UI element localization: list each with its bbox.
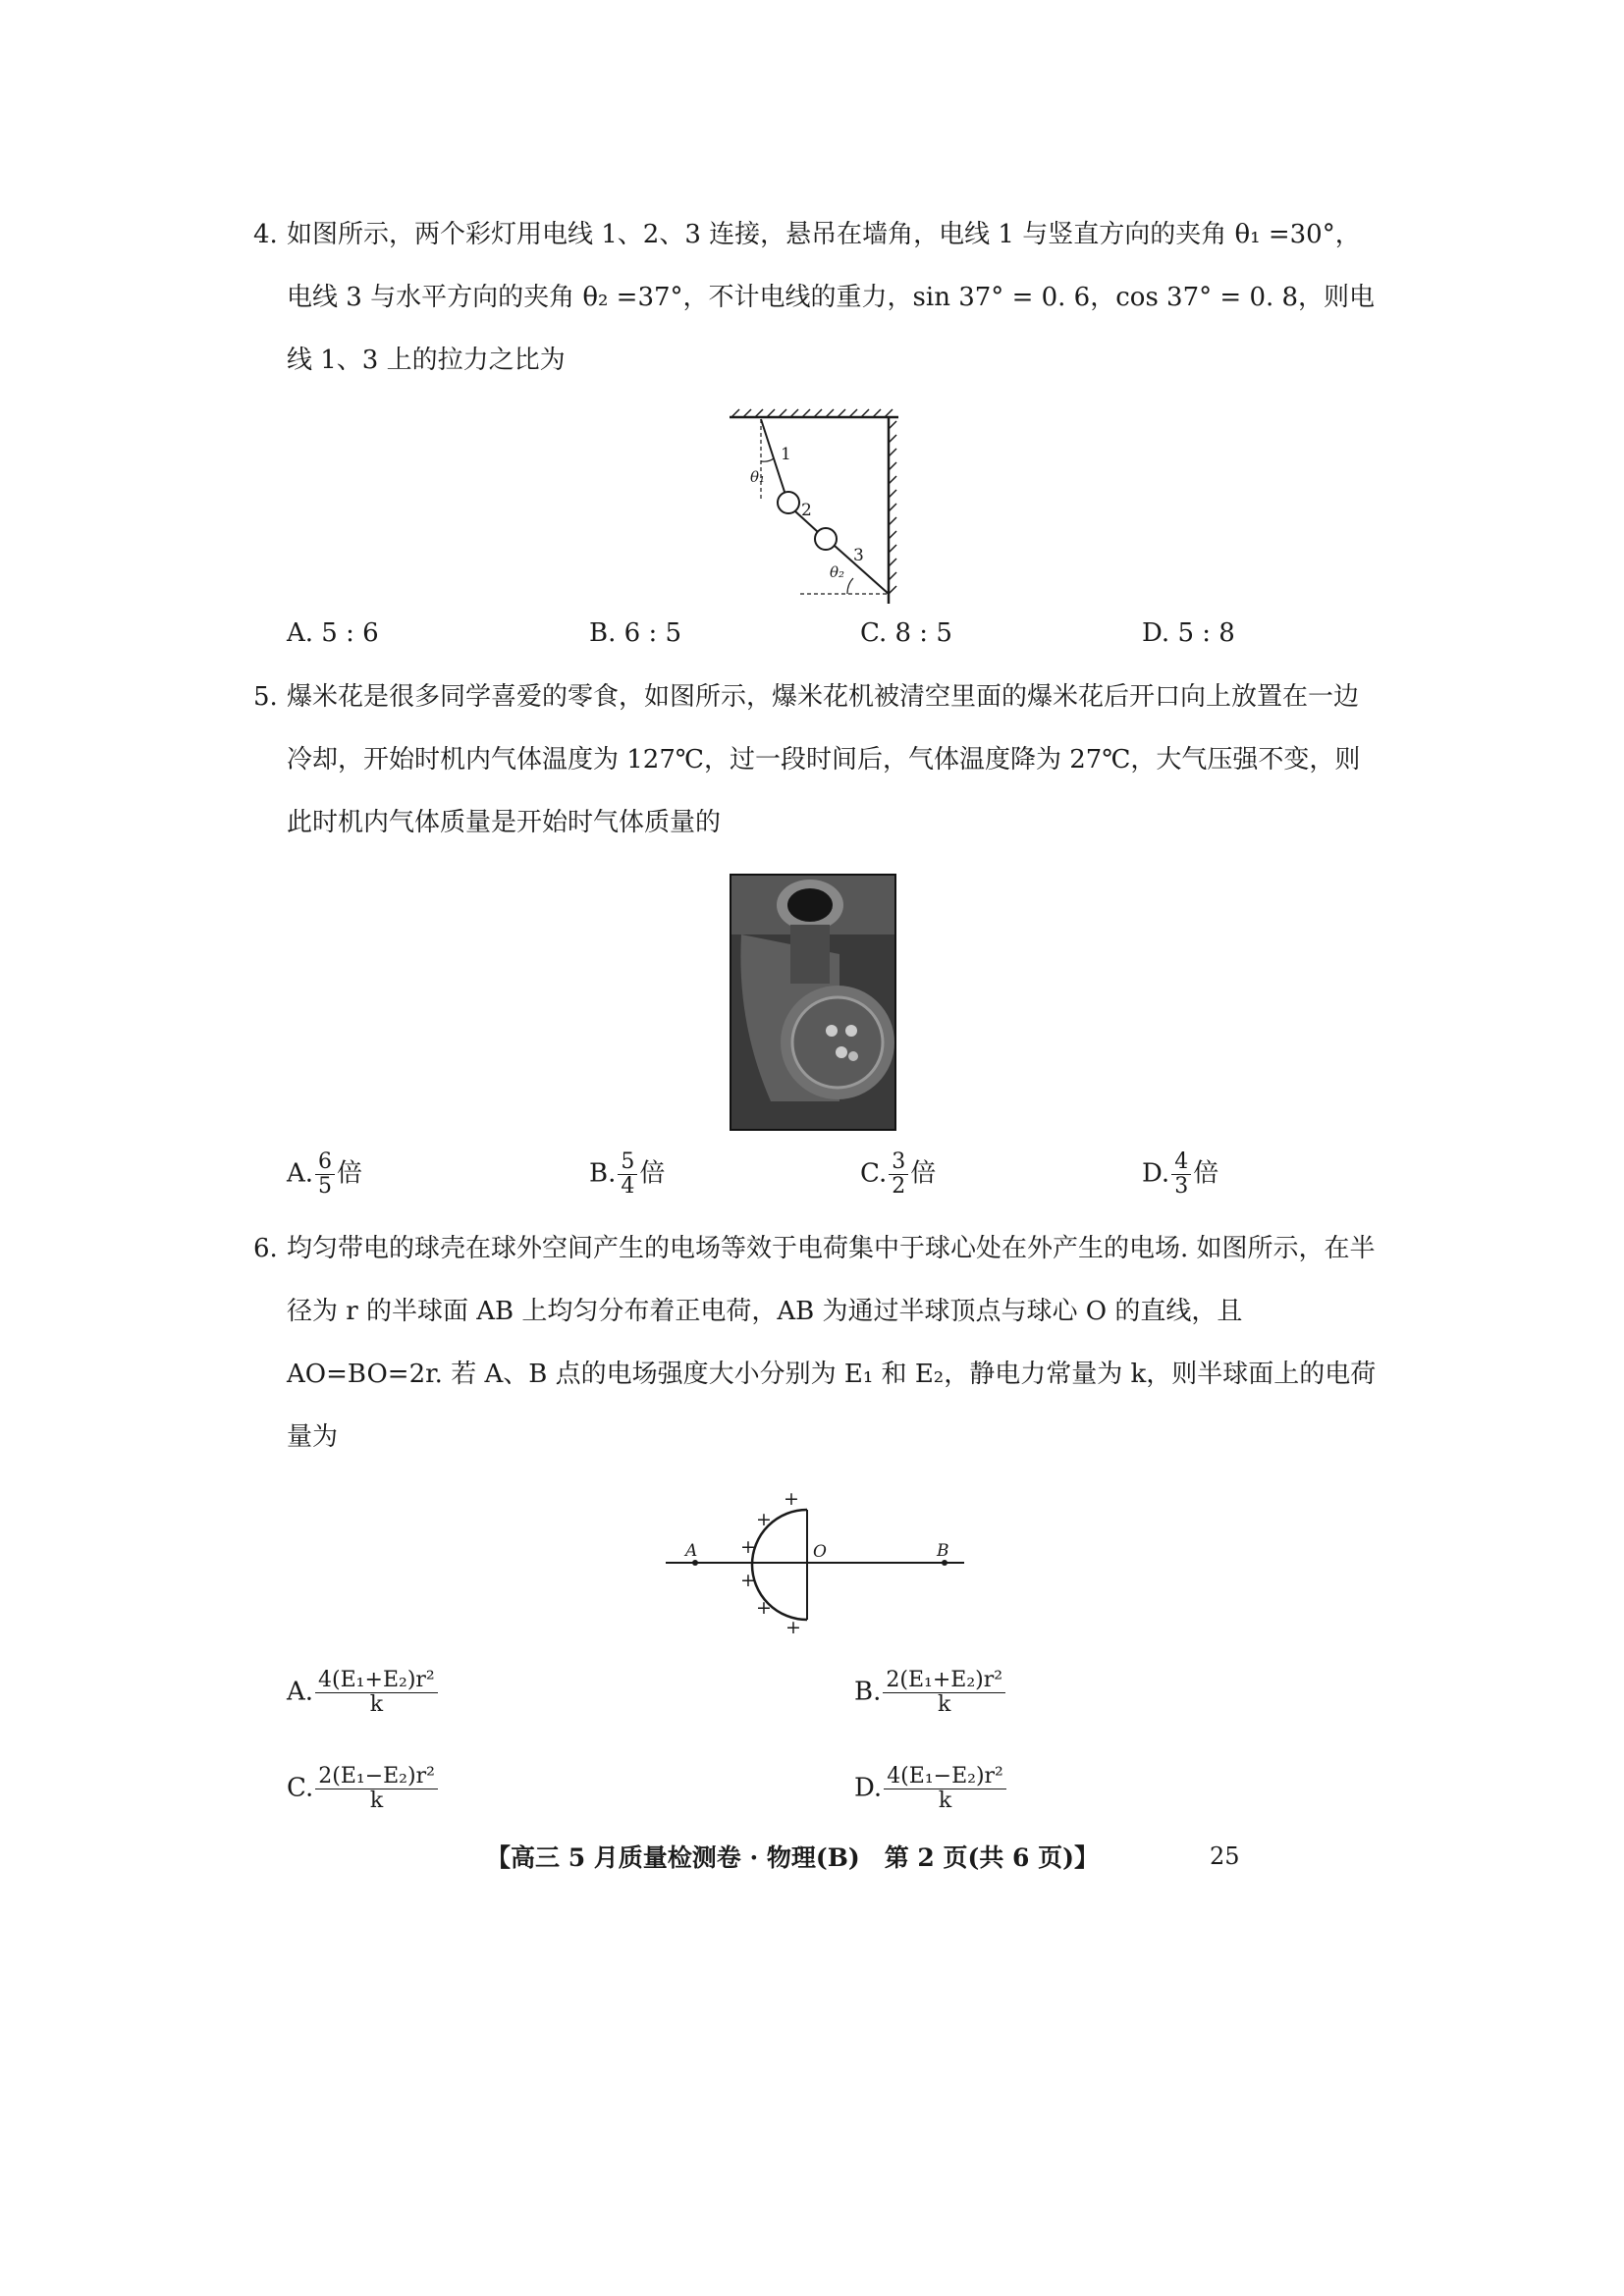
option-a: A. $\frac{6}{5}$ 倍 [287, 1149, 363, 1199]
option-c: C. 8 : 5 [860, 618, 952, 648]
option-d: D. 5 : 8 [1142, 618, 1235, 648]
option-b: B. $\frac{5}{4}$ 倍 [589, 1149, 666, 1199]
question-4 [253, 203, 1382, 392]
option-d: D. $\frac{\text{4(E₁−E₂)r²}}{k}$ [854, 1765, 1008, 1813]
point-b-label: B [937, 1541, 949, 1561]
wire1-label: 1 [781, 445, 791, 464]
option-b: B. 6 : 5 [589, 618, 682, 648]
plus-sign: + [784, 1488, 799, 1510]
option-c: C. $\frac{3}{2}$ 倍 [860, 1149, 937, 1199]
plus-sign: + [756, 1509, 772, 1530]
plus-sign: + [740, 1536, 756, 1558]
question-text: 爆米花是很多同学喜爱的零食，如图所示，爆米花机被清空里面的爆米花后开口向上放置在一边冷却，开始时机内气体温度为 127℃，过一段时间后，气体温度降为 27℃，大气压强不变，则此时机内气体质量是开始时气体质量的 [287, 682, 1361, 837]
option-a: A. 5 : 6 [287, 618, 379, 648]
theta1-label: θ₁ [750, 468, 766, 486]
wire3-label: 3 [853, 546, 864, 565]
page-footer: 【高三 5 月质量检测卷 · 物理(B) 第 2 页(共 6 页)】 [486, 1843, 1099, 1872]
option-d: D. $\frac{4}{3}$ 倍 [1142, 1149, 1219, 1199]
q4-diagram [722, 407, 908, 609]
question-number: 4. [253, 220, 278, 249]
question-6 [253, 1217, 1382, 1468]
option-c: C. $\frac{\text{2(E₁−E₂)r²}}{k}$ [287, 1765, 440, 1813]
question-text: 如图所示，两个彩灯用电线 1、2、3 连接，悬吊在墙角，电线 1 与竖直方向的夹角 θ₁ =30°，电线 3 与水平方向的夹角 θ₂ =37°，不计电线的重力，sin 37° = 0. 6，cos 37° = 0. 8，则电线 1、3 上的拉力之比为 [287, 220, 1376, 375]
question-number: 5. [253, 682, 278, 712]
q6-diagram [658, 1482, 972, 1649]
plus-sign: + [756, 1597, 772, 1619]
question-number: 6. [253, 1234, 278, 1263]
plus-sign: + [785, 1617, 801, 1638]
question-5 [253, 666, 1382, 854]
theta2-label: θ₂ [830, 563, 845, 581]
option-a: A. $\frac{\text{4(E₁+E₂)r²}}{k}$ [287, 1669, 440, 1717]
corner-mark: 25 [1210, 1842, 1240, 1870]
center-o-label: O [813, 1542, 827, 1562]
question-text: 均匀带电的球壳在球外空间产生的电场等效于电荷集中于球心处在外产生的电场. 如图所示，在半径为 r 的半球面 AB 上均匀分布着正电荷，AB 为通过半球顶点与球心 O 的直线，且 AO=BO=2r. 若 A、B 点的电场强度大小分别为 E₁ 和 E₂，静电力常量为 k，则半球面上的电荷量为 [287, 1234, 1377, 1452]
point-a-label: A [685, 1541, 698, 1561]
plus-sign: + [740, 1570, 756, 1591]
popcorn-machine-photo [730, 874, 896, 1131]
option-b: B. $\frac{\text{2(E₁+E₂)r²}}{k}$ [854, 1669, 1007, 1717]
wire2-label: 2 [801, 501, 812, 520]
